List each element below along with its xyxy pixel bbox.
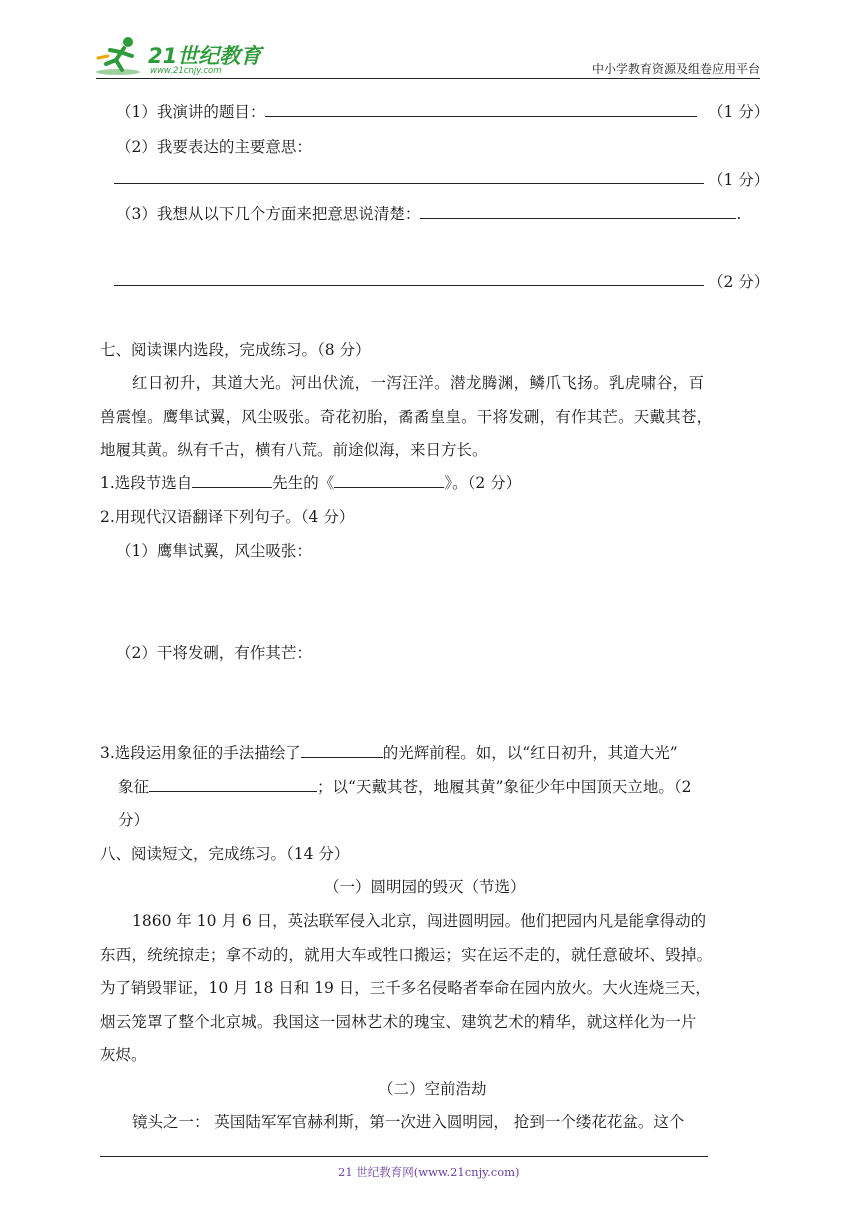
passage-line: 红日初升，其道大光。河出伏流，一泻汪洋。潜龙腾渊，鳞爪飞扬。乳虎啸谷，百 [132, 374, 705, 392]
q-text: 的光辉前程。如，以“红日初升，其道大光” [382, 744, 678, 762]
passage-line: 1860 年 10 月 6 日，英法联军侵入北京，闯进圆明园。他们把园内凡是能拿得动的 [132, 912, 707, 930]
logo-runner-icon [94, 34, 152, 78]
question-7-2-1: （1）鹰隼试翼，风尘吸张： [116, 542, 312, 560]
speech-q3-end: . [736, 205, 742, 223]
answer-blank[interactable] [114, 183, 704, 184]
speech-q3-text: （3）我想从以下几个方面来把意思说清楚： [116, 205, 421, 223]
speech-q3-score: （2 分） [708, 273, 770, 291]
speech-q1-score: （1 分） [708, 103, 770, 121]
passage-line: 灰烬。 [100, 1046, 147, 1064]
footer-text: 21 世纪教育网(www.21cnjy.com) [338, 1165, 520, 1179]
q-text: ；以“天戴其苍，地履其黄”象征少年中国顶天立地。（2 [317, 778, 692, 796]
question-7-3-end: 分） [118, 811, 150, 829]
passage-line: 兽震惶。鹰隼试翼，风尘吸张。奇花初胎，矞矞皇皇。干将发硎，有作其芒。天戴其苍， [100, 408, 713, 426]
passage-line: 烟云笼罩了整个北京城。我国这一园林艺术的瑰宝、建筑艺术的精华，就这样化为一片 [100, 1013, 697, 1031]
answer-blank[interactable] [301, 756, 383, 758]
speech-q2-text: （2）我要表达的主要意思： [116, 138, 312, 156]
speech-q1 [116, 100, 697, 122]
q-text: 象征 [118, 778, 150, 796]
subtitle-2: （二）空前浩劫 [378, 1080, 487, 1098]
q-text: 先生的《 [272, 474, 335, 492]
logo-url: www.21cnjy.com [150, 66, 222, 76]
q-text: 》。（2 分） [444, 474, 522, 492]
answer-blank[interactable] [265, 115, 697, 117]
answer-blank[interactable] [114, 285, 704, 286]
answer-blank[interactable] [192, 486, 272, 488]
footer-rule [100, 1156, 708, 1157]
passage-line: 东西，统统掠走；拿不动的，就用大车或牲口搬运；实在运不走的，就任意破坏、毁掉。 [100, 946, 713, 964]
header-rule [96, 78, 760, 79]
question-7-1 [100, 471, 521, 493]
question-7-2-2: （2）干将发硎，有作其芒： [116, 644, 312, 662]
q-text: 1.选段节选自 [100, 474, 193, 492]
passage-line: 为了销毁罪证，10 月 18 日和 19 日，三千多名侵略者奉命在园内放火。大火连烧三天， [100, 979, 711, 997]
question-7-3 [100, 741, 678, 763]
passage-line: 镜头之一： 英国陆军军官赫利斯，第一次进入圆明园， 抢到一个缕花花盆。这个 [132, 1113, 685, 1131]
platform-name: 中小学教育资源及组卷应用平台 [591, 62, 760, 76]
logo-text: 21世纪教育 [148, 44, 262, 68]
q-text: 3.选段运用象征的手法描绘了 [100, 744, 301, 762]
question-7-2: 2.用现代汉语翻译下列句子。（4 分） [100, 508, 355, 526]
answer-blank[interactable] [420, 217, 736, 219]
passage-line: 地履其黄。纵有千古，横有八荒。前途似海，来日方长。 [100, 441, 488, 459]
section-7-title: 七、阅读课内选段，完成练习。（8 分） [100, 341, 371, 359]
answer-blank[interactable] [334, 486, 444, 488]
subtitle-1: （一）圆明园的毁灭（节选） [324, 878, 526, 896]
answer-blank[interactable] [149, 790, 317, 792]
speech-q1-text: （1）我演讲的题目： [116, 103, 266, 121]
speech-q3 [116, 202, 741, 224]
question-7-3-cont [118, 775, 691, 797]
section-8-title: 八、阅读短文，完成练习。（14 分） [100, 845, 350, 863]
speech-q2-score: （1 分） [708, 171, 770, 189]
